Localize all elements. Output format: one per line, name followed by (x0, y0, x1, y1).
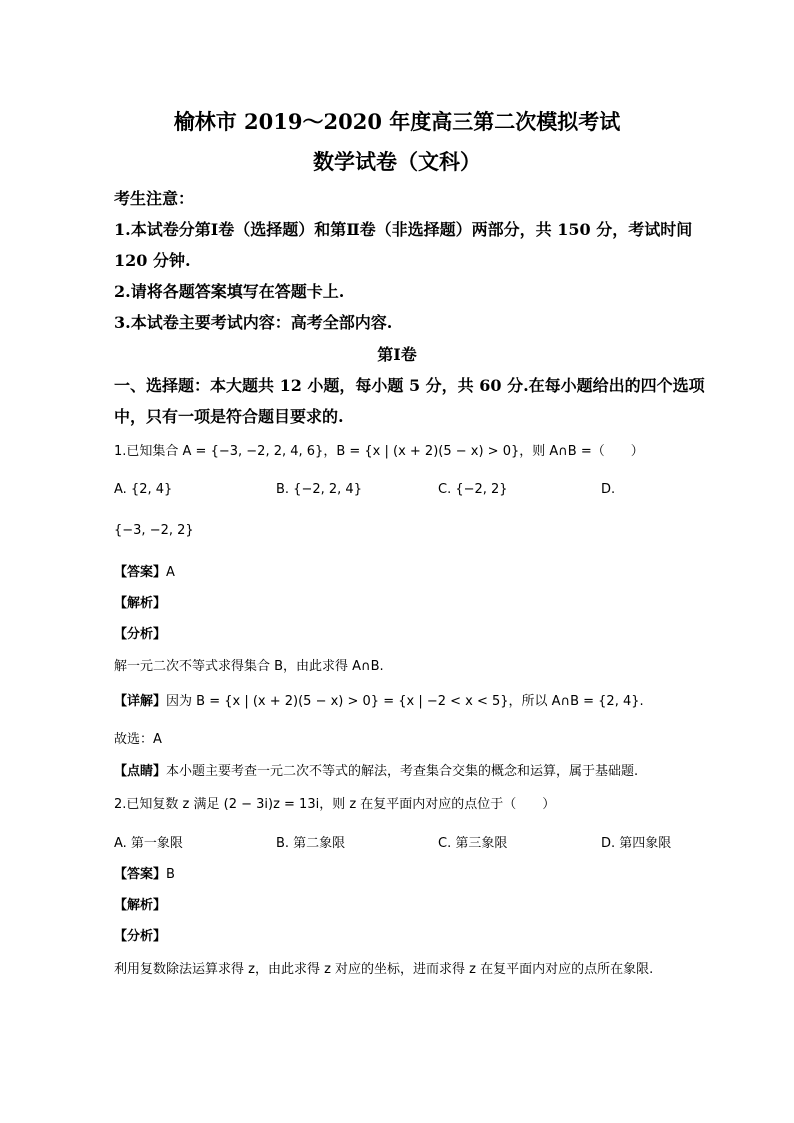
question-1-stem: 1.已知集合 A = {−3, −2, 2, 4, 6}，B = {x | (x + 2)(5 − x) > 0}，则 A∩B =（ ） (114, 444, 644, 459)
notice-heading: 考生注意： (114, 189, 195, 208)
detail-label: 【详解】 (114, 694, 167, 709)
question-1-answer (114, 561, 175, 580)
exam-title: 榆林市 2019～2020 年度高三第二次模拟考试 (173, 109, 621, 134)
exam-subtitle: 数学试卷（文科） (313, 149, 481, 174)
part-heading: 第Ⅰ卷 (377, 345, 417, 364)
question-1-jiexi: 【解析】 (114, 596, 167, 611)
section-instruction: 一、选择题：本大题共 12 小题，每小题 5 分，共 60 分.在每小题给出的四个选项 (114, 376, 705, 395)
notice-item-1: 1.本试卷分第Ⅰ卷（选择题）和第Ⅱ卷（非选择题）两部分，共 150 分，考试时间 (114, 220, 693, 239)
answer-value: B (166, 867, 175, 882)
question-2-answer (114, 863, 175, 882)
notice-item-3: 3.本试卷主要考试内容：高考全部内容. (114, 313, 393, 332)
question-1-detail (114, 690, 644, 709)
note-text: 本小题主要考查一元二次不等式的解法，考查集合交集的概念和运算，属于基础题. (166, 764, 639, 779)
question-2-option-d: D. 第四象限 (601, 836, 672, 851)
answer-label: 【答案】 (114, 565, 167, 580)
question-1-option-d: D. (601, 482, 616, 497)
question-2-analysis: 利用复数除法运算求得 z，由此求得 z 对应的坐标，进而求得 z 在复平面内对应的点所在象限. (114, 962, 654, 977)
question-1-option-c: C. {−2, 2} (438, 482, 508, 497)
question-2-stem: 2.已知复数 z 满足 (2 − 3i)z = 13i，则 z 在复平面内对应的点位于（ ） (114, 797, 556, 812)
question-1-fenxi: 【分析】 (114, 627, 167, 642)
answer-label: 【答案】 (114, 867, 167, 882)
question-2-fenxi: 【分析】 (114, 929, 167, 944)
question-2-jiexi: 【解析】 (114, 898, 167, 913)
question-2-option-a: A. 第一象限 (114, 836, 183, 851)
detail-text: 因为 B = {x | (x + 2)(5 − x) > 0} = {x | −2 < x < 5}，所以 A∩B = {2, 4}. (166, 694, 644, 709)
question-2-option-b: B. 第二象限 (276, 836, 346, 851)
notice-item-1-cont: 120 分钟. (114, 251, 191, 270)
section-instruction-cont: 中，只有一项是符合题目要求的. (114, 407, 344, 426)
question-1-choice: 故选：A (114, 732, 162, 747)
question-1-option-b: B. {−2, 2, 4} (276, 482, 362, 497)
question-1-option-d-value: {−3, −2, 2} (114, 523, 194, 538)
answer-value: A (166, 565, 175, 580)
question-1-note (114, 760, 638, 779)
question-1-analysis: 解一元二次不等式求得集合 B，由此求得 A∩B. (114, 659, 384, 674)
notice-item-2: 2.请将各题答案填写在答题卡上. (114, 282, 345, 301)
question-2-option-c: C. 第三象限 (438, 836, 508, 851)
note-label: 【点睛】 (114, 764, 167, 779)
question-1-option-a: A. {2, 4} (114, 482, 173, 497)
